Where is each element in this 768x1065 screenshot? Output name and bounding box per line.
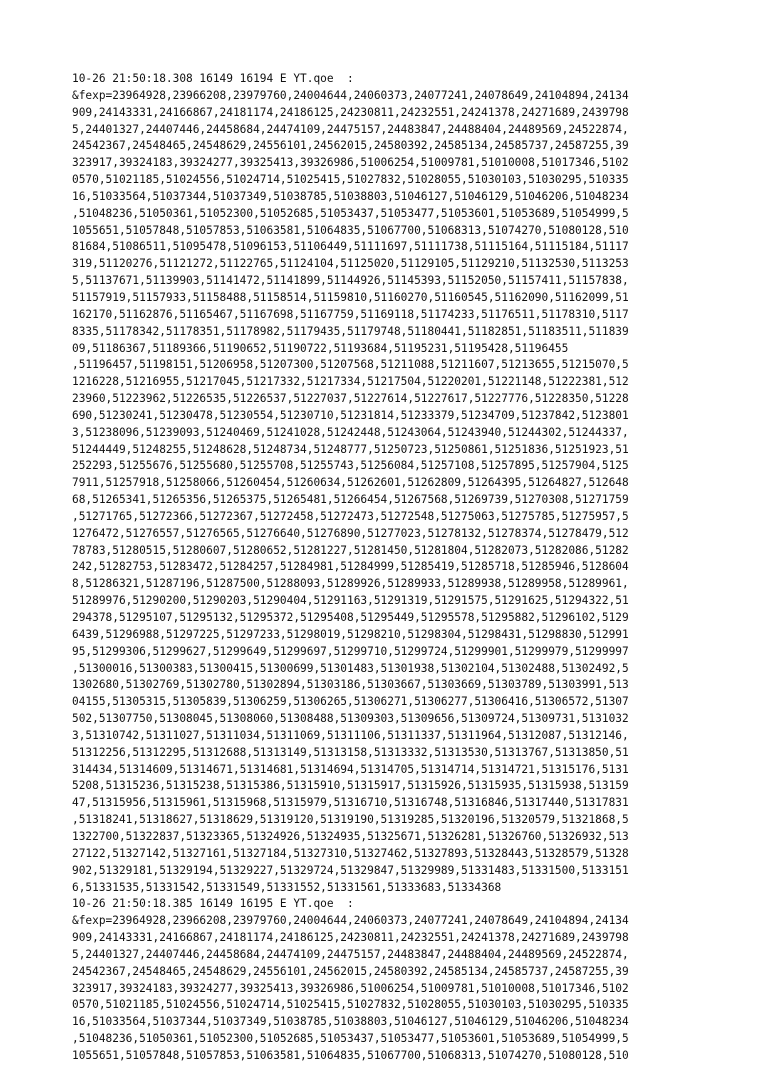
log-line: 502,51307750,51308045,51308060,51308488,51309303,51309656,51309724,51309731,5131032 xyxy=(72,712,629,726)
log-line: &fexp=23964928,23966208,23979760,24004644,24060373,24077241,24078649,24104894,24134 xyxy=(72,88,629,102)
log-line: 47,51315956,51315961,51315968,51315979,51316710,51316748,51316846,51317440,51317831 xyxy=(72,796,629,810)
log-line: 6439,51296988,51297225,51297233,51298019,51298210,51298304,51298431,51298830,512991 xyxy=(72,627,629,641)
log-line: 23960,51223962,51226535,51226537,51227037,51227614,51227617,51227776,51228350,51228 xyxy=(72,392,629,406)
log-line: 51289976,51290200,51290203,51290404,51291163,51291319,51291575,51291625,51294322,51 xyxy=(72,594,629,608)
log-line: 5,51137671,51139903,51141472,51141899,51144926,51145393,51152050,51157411,51157838, xyxy=(72,274,629,288)
log-line: 04155,51305315,51305839,51306259,51306265,51306271,51306277,51306416,51306572,51307 xyxy=(72,695,629,709)
log-text-body xyxy=(72,71,698,1065)
log-line: 8335,51178342,51178351,51178982,51179435,51179748,51180441,51182851,51183511,511839 xyxy=(72,324,629,338)
log-line: 8,51286321,51287196,51287500,51288093,51289926,51289933,51289938,51289958,51289961, xyxy=(72,577,629,591)
log-line: 6,51331535,51331542,51331549,51331552,51331561,51333683,51334368 xyxy=(72,880,502,894)
log-line: 5,24401327,24407446,24458684,24474109,24475157,24483847,24488404,24489569,24522874, xyxy=(72,947,629,961)
log-line: 323917,39324183,39324277,39325413,39326986,51006254,51009781,51010008,51017346,5102 xyxy=(72,156,629,170)
log-line: 909,24143331,24166867,24181174,24186125,24230811,24232551,24241378,24271689,2439798 xyxy=(72,931,629,945)
log-line: 252293,51255676,51255680,51255708,51255743,51256084,51257108,51257895,51257904,5125 xyxy=(72,459,629,473)
log-line: 95,51299306,51299627,51299649,51299697,51299710,51299724,51299901,51299979,51299997 xyxy=(72,644,629,658)
log-line: 162170,51162876,51165467,51167698,51167759,51169118,51174233,51176511,51178310,5117 xyxy=(72,307,629,321)
log-line: 1302680,51302769,51302780,51302894,51303186,51303667,51303669,51303789,51303991,513 xyxy=(72,678,629,692)
log-line: 16,51033564,51037344,51037349,51038785,51038803,51046127,51046129,51046206,51048234 xyxy=(72,1015,629,1029)
log-line: 16,51033564,51037344,51037349,51038785,51038803,51046127,51046129,51046206,51048234 xyxy=(72,189,629,203)
log-line: 294378,51295107,51295132,51295372,51295408,51295449,51295578,51295882,51296102,5129 xyxy=(72,611,629,624)
log-line: 51244449,51248255,51248628,51248734,51248777,51250723,51250861,51251836,51251923,51 xyxy=(72,442,629,456)
log-line: 690,51230241,51230478,51230554,51230710,51231814,51233379,51234709,51237842,5123801 xyxy=(72,408,629,422)
log-line: ,51048236,51050361,51052300,51052685,51053437,51053477,51053601,51053689,51054999,5 xyxy=(72,206,629,220)
log-line: 319,51120276,51121272,51122765,51124104,51125020,51129105,51129210,51132530,5113253 xyxy=(72,257,629,271)
log-line: 902,51329181,51329194,51329227,51329724,51329847,51329989,51331483,51331500,5133151 xyxy=(72,863,629,877)
log-line: 51312256,51312295,51312688,51313149,51313158,51313332,51313530,51313767,51313850,51 xyxy=(72,745,629,759)
log-line: 68,51265341,51265356,51265375,51265481,51266454,51267568,51269739,51270308,51271759 xyxy=(72,493,629,507)
log-line: 1055651,51057848,51057853,51063581,51064835,51067700,51068313,51074270,51080128,510 xyxy=(72,223,629,237)
log-line: 1055651,51057848,51057853,51063581,51064835,51067700,51068313,51074270,51080128,510 xyxy=(72,1048,629,1062)
log-line: 51157919,51157933,51158488,51158514,51159810,51160270,51160545,51162090,51162099,51 xyxy=(72,290,629,304)
log-line: 27122,51327142,51327161,51327184,51327310,51327462,51327893,51328443,51328579,51328 xyxy=(72,846,629,860)
log-line: ,51048236,51050361,51052300,51052685,51053437,51053477,51053601,51053689,51054999,5 xyxy=(72,1032,629,1046)
log-line: 10-26 21:50:18.385 16149 16195 E YT.qoe : xyxy=(72,897,354,911)
log-line: 0570,51021185,51024556,51024714,51025415,51027832,51028055,51030103,51030295,510335 xyxy=(72,173,629,187)
log-line: 1276472,51276557,51276565,51276640,51276890,51277023,51278132,51278374,51278479,512 xyxy=(72,526,629,540)
log-line: 81684,51086511,51095478,51096153,51106449,51111697,51111738,51115164,51115184,51117 xyxy=(72,240,629,254)
log-line: ,51196457,51198151,51206958,51207300,51207568,51211088,51211607,51213655,51215070,5 xyxy=(72,358,629,372)
log-line: 0570,51021185,51024556,51024714,51025415,51027832,51028055,51030103,51030295,510335 xyxy=(72,998,629,1012)
log-line: 1322700,51322837,51323365,51324926,51324935,51325671,51326281,51326760,51326932,513 xyxy=(72,829,629,843)
log-line: 5,24401327,24407446,24458684,24474109,24475157,24483847,24488404,24489569,24522874, xyxy=(72,122,629,136)
log-line: 7911,51257918,51258066,51260454,51260634,51262601,51262809,51264395,51264827,512648 xyxy=(72,476,629,490)
log-line: ,51300016,51300383,51300415,51300699,51301483,51301938,51302104,51302488,51302492,5 xyxy=(72,661,629,675)
log-line: 78783,51280515,51280607,51280652,51281227,51281450,51281804,51282073,51282086,51282 xyxy=(72,543,629,557)
log-line: 5208,51315236,51315238,51315386,51315910,51315917,51315926,51315935,51315938,513159 xyxy=(72,779,629,793)
log-line: 3,51310742,51311027,51311034,51311069,51311106,51311337,51311964,51312087,51312146, xyxy=(72,728,629,742)
log-line: 1216228,51216955,51217045,51217332,51217334,51217504,51220201,51221148,51222381,512 xyxy=(72,375,629,389)
log-line: 323917,39324183,39324277,39325413,39326986,51006254,51009781,51010008,51017346,5102 xyxy=(72,981,629,995)
log-line: ,51318241,51318627,51318629,51319120,51319190,51319285,51320196,51320579,51321868,5 xyxy=(72,813,629,827)
log-line: 242,51282753,51283472,51284257,51284981,51284999,51285419,51285718,51285946,5128604 xyxy=(72,560,629,574)
log-line: 909,24143331,24166867,24181174,24186125,24230811,24232551,24241378,24271689,2439798 xyxy=(72,105,629,119)
log-line: ,51271765,51272366,51272367,51272458,51272473,51272548,51275063,51275785,51275957,5 xyxy=(72,509,629,523)
log-line: 09,51186367,51189366,51190652,51190722,51193684,51195231,51195428,51196455 xyxy=(72,341,569,355)
log-line: 10-26 21:50:18.308 16149 16194 E YT.qoe : xyxy=(72,72,354,85)
log-line: 3,51238096,51239093,51240469,51241028,51242448,51243064,51243940,51244302,51244337, xyxy=(72,425,629,439)
log-line: 24542367,24548465,24548629,24556101,24562015,24580392,24585134,24585737,24587255,39 xyxy=(72,139,629,153)
log-line: 24542367,24548465,24548629,24556101,24562015,24580392,24585134,24585737,24587255,39 xyxy=(72,964,629,978)
log-line: &fexp=23964928,23966208,23979760,24004644,24060373,24077241,24078649,24104894,24134 xyxy=(72,914,629,928)
log-line: 314434,51314609,51314671,51314681,51314694,51314705,51314714,51314721,51315176,5131 xyxy=(72,762,629,776)
